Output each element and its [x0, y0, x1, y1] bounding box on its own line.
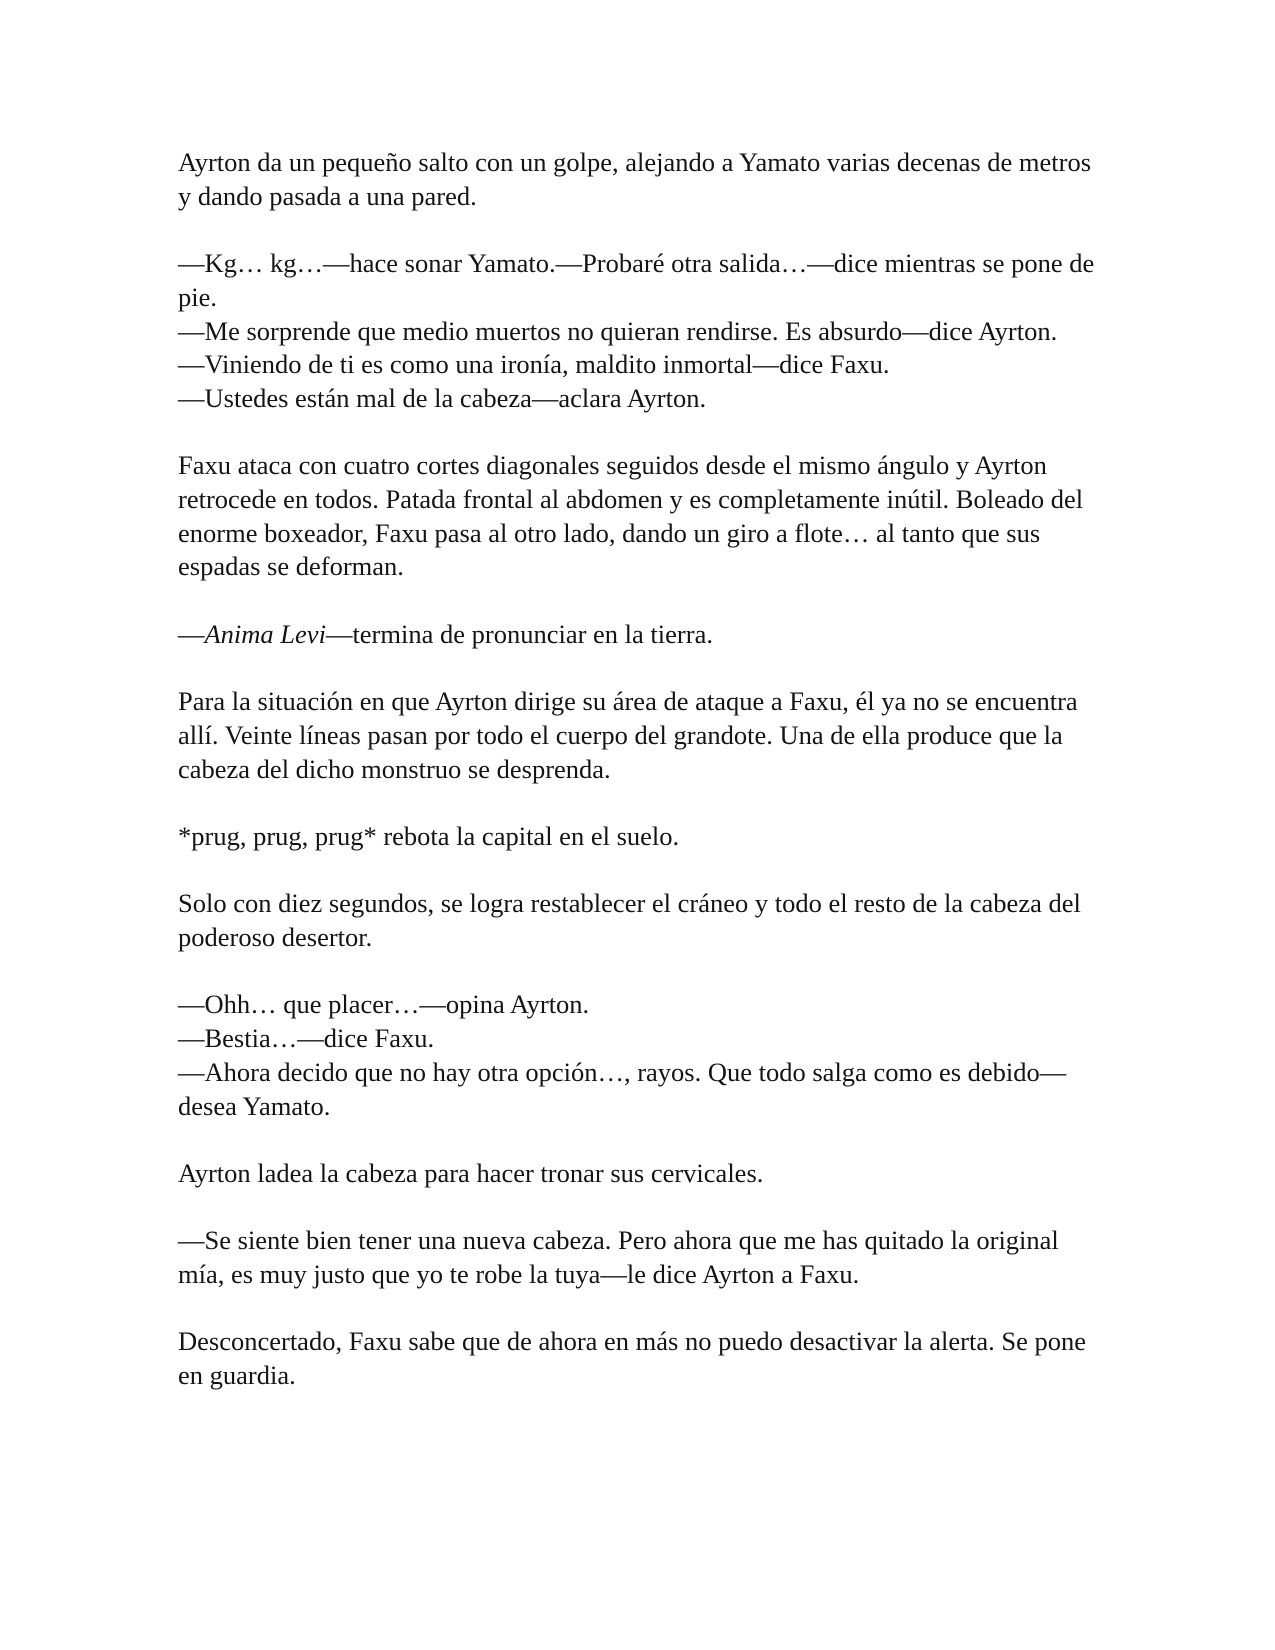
paragraph	[178, 1325, 1108, 1392]
dialogue-paragraph	[178, 988, 1108, 1123]
dialogue-paragraph	[178, 1224, 1108, 1291]
italic-spell-name: Anima Levi	[204, 618, 326, 649]
text-line: Ayrton da un pequeño salto con un golpe, alejando a Yamato varias decenas de metros y dando pasada a una pared.	[178, 147, 1092, 211]
dash: —	[178, 618, 205, 649]
text-line: Para la situación en que Ayrton dirige su área de ataque a Faxu, él ya no se encuentra allí. Veinte líneas pasan por todo el cuerpo del grandote. Una de ella produce que la cabeza del dicho monstruo se desprenda.	[178, 686, 1078, 784]
body-text	[178, 146, 1108, 1393]
paragraph	[178, 146, 1108, 213]
text-line: Solo con diez segundos, se logra restablecer el cráneo y todo el resto de la cabeza del poderoso desertor.	[178, 888, 1081, 953]
dialogue-line: —Se siente bien tener una nueva cabeza. Pero ahora que me has quitado la original mía, es muy justo que yo te robe la tuya—le dice Ayrton a Faxu.	[178, 1225, 1059, 1290]
dialogue-line: —Bestia…—dice Faxu.	[178, 1023, 435, 1054]
dialogue-paragraph	[178, 247, 1108, 416]
dialogue-line: —Viniendo de ti es como una ironía, maldito inmortal—dice Faxu.	[178, 349, 890, 380]
text-line: Desconcertado, Faxu sabe que de ahora en más no puedo desactivar la alerta. Se pone en guardia.	[178, 1326, 1087, 1391]
spell-line-rest: —termina de pronunciar en la tierra.	[325, 618, 713, 649]
anima-levi-line	[178, 618, 1108, 652]
paragraph	[178, 449, 1108, 584]
dialogue-line: —Ahora decido que no hay otra opción…, rayos. Que todo salga como es debido—desea Yamato.	[178, 1056, 1067, 1121]
dialogue-line: —Kg… kg…—hace sonar Yamato.—Probaré otra salida…—dice mientras se pone de pie.	[178, 248, 1095, 312]
paragraph	[178, 1157, 1108, 1191]
dialogue-line: —Ohh… que placer…—opina Ayrton.	[178, 989, 590, 1020]
text-line: *prug, prug, prug* rebota la capital en el suelo.	[178, 820, 680, 851]
paragraph	[178, 685, 1108, 786]
paragraph	[178, 887, 1108, 954]
text-line: Ayrton ladea la cabeza para hacer tronar sus cervicales.	[178, 1157, 764, 1188]
paragraph	[178, 820, 1108, 854]
dialogue-line: —Me sorprende que medio muertos no quieran rendirse. Es absurdo—dice Ayrton.	[178, 315, 1058, 346]
dialogue-line: —Ustedes están mal de la cabeza—aclara Ayrton.	[178, 382, 707, 413]
text-line: Faxu ataca con cuatro cortes diagonales seguidos desde el mismo ángulo y Ayrton retrocede en todos. Patada frontal al abdomen y es completamente inútil. Boleado del enorme boxeador, Faxu pasa al otro lado, dando un giro a flote… al tanto que sus espadas se deforman.	[178, 450, 1084, 582]
